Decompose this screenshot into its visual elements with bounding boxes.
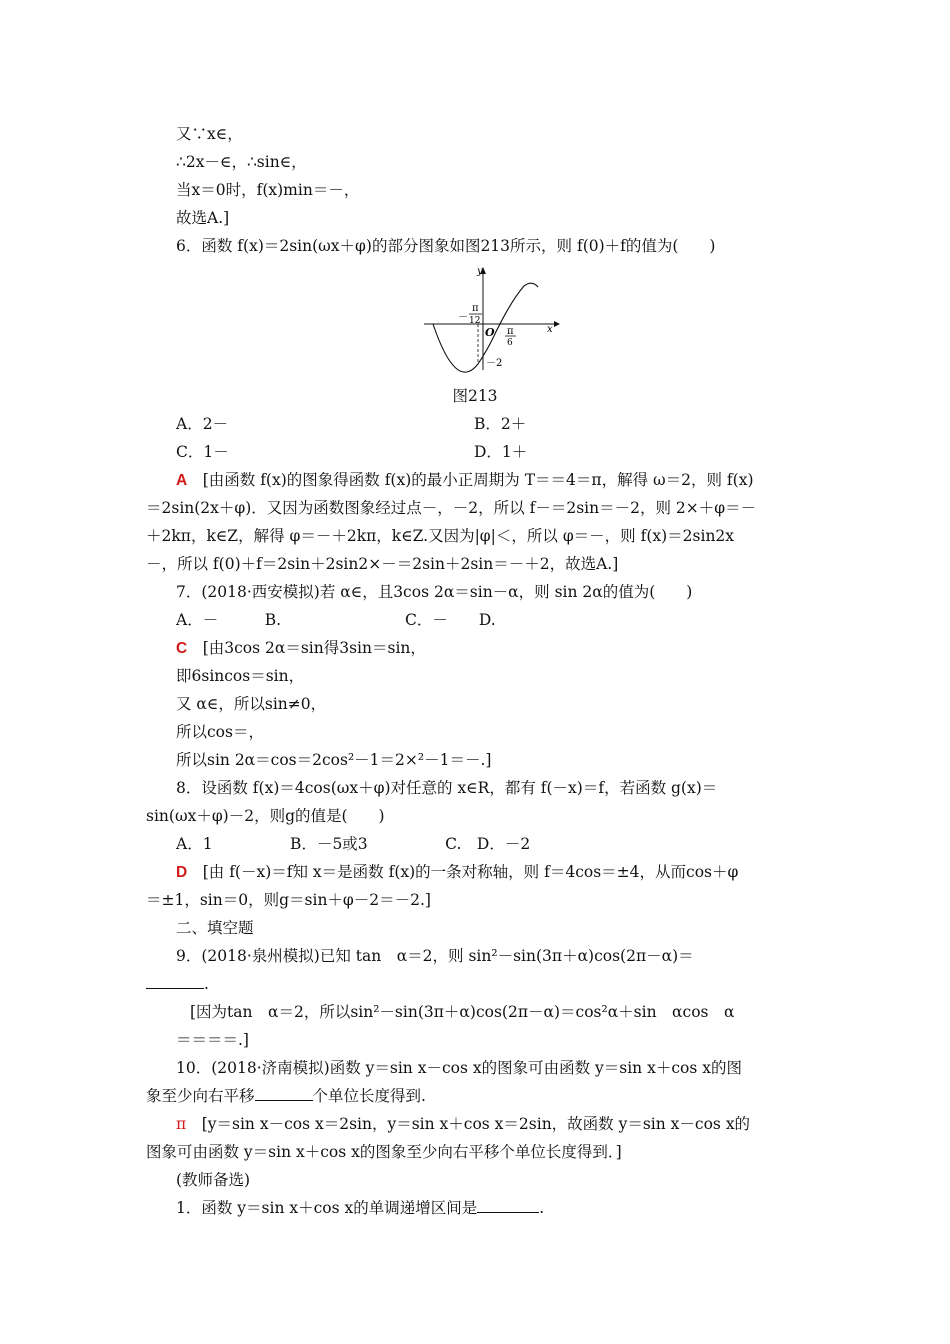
answer-line xyxy=(176,1114,750,1134)
question-10-stem: 10．(2018·济南模拟)函数 y＝sin x－cos x的图象可由函数 y＝sin x＋cos x的图 xyxy=(176,1059,742,1077)
text-line: 又∵x∈， xyxy=(176,125,243,143)
question-7-options: A．－ B. C．－ D. xyxy=(176,611,496,629)
minus-two-label: －2 xyxy=(486,358,503,369)
question-8-stem: 8．设函数 f(x)＝4cos(ωx＋φ)对任意的 x∈R，都有 f(－x)＝f，若函数 g(x)＝ xyxy=(176,779,718,797)
pi-6-num: π xyxy=(507,326,514,337)
y-label: y xyxy=(477,266,483,277)
stem-text: . xyxy=(539,1199,545,1217)
figure-213-graph xyxy=(420,262,565,374)
neg-pi-12-den: 12 xyxy=(469,316,481,326)
answer-line xyxy=(176,638,426,659)
question-8-options: A．1 B．－5或3 C. D．－2 xyxy=(176,835,531,853)
answer-text: [由3cos 2α＝sin得3sin＝sin， xyxy=(202,639,426,657)
pi-6-den: 6 xyxy=(507,338,513,348)
answer-line: ＝2sin(2x＋φ)．又因为函数图象经过点－，－2，所以 f－＝2sin＝－2，则 2×＋φ＝－ xyxy=(146,499,757,517)
answer-line: ＝＝＝＝.] xyxy=(176,1031,249,1049)
answer-text: [y＝sin x－cos x＝2sin，y＝sin x＋cos x＝2sin，故函数 y＝sin x－cos x的 xyxy=(201,1115,751,1133)
answer-letter: π xyxy=(176,1115,187,1133)
teacher-question-1 xyxy=(176,1198,544,1218)
answer-line: 又 α∈，所以sin≠0， xyxy=(176,695,327,713)
answer-line: [因为tan α＝2，所以sin²－sin(3π＋α)cos(2π－α)＝cos²α＋sin αcos α xyxy=(190,1003,735,1021)
answer-blank-line: . xyxy=(146,974,209,994)
stem-text: 1．函数 y＝sin x＋cos x的单调递增区间是 xyxy=(176,1199,478,1217)
answer-letter: D xyxy=(176,864,188,881)
answer-line: ＋2kπ，k∈Z，解得 φ＝－＋2kπ，k∈Z.又因为|φ|＜，所以 φ＝－，则 f(x)＝2sin2x xyxy=(146,527,735,545)
answer-blank xyxy=(255,1086,313,1101)
answer-letter: A xyxy=(176,472,188,489)
answer-line: 图象可由函数 y＝sin x＋cos x的图象至少向右平移个单位长度得到．] xyxy=(146,1143,622,1161)
origin-label: O xyxy=(485,326,495,339)
answer-text: [由 f(－x)＝f知 x＝是函数 f(x)的一条对称轴，则 f＝4cos＝±4，从而cos＋φ xyxy=(202,863,739,881)
answer-line xyxy=(176,862,738,883)
text-line: 故选A.] xyxy=(176,209,230,227)
text-line: 当x＝0时，f(x)min＝－， xyxy=(176,181,360,199)
option-b: B．2＋ xyxy=(474,415,527,433)
question-8-stem-cont: sin(ωx＋φ)－2，则g的值是( ) xyxy=(146,807,385,825)
section-heading: 二、填空题 xyxy=(176,919,254,937)
teacher-note: (教师备选) xyxy=(176,1171,251,1189)
answer-line: －，所以 f(0)＋f＝2sin＋2sin2×－＝2sin＋2sin＝－＋2，故选A.] xyxy=(146,555,619,573)
option-d: D．1＋ xyxy=(474,443,528,461)
answer-line xyxy=(176,470,754,491)
x-label: x xyxy=(547,324,553,335)
neg-sign: － xyxy=(458,312,468,323)
x-axis-arrow xyxy=(554,321,560,327)
option-a: A．2－ xyxy=(176,415,229,433)
question-7-stem: 7．(2018·西安模拟)若 α∈，且3cos 2α＝sin－α，则 sin 2α的值为( ) xyxy=(176,583,693,601)
text-line: ∴2x－∈，∴sin∈， xyxy=(176,153,307,171)
option-c: C．1－ xyxy=(176,443,229,461)
answer-letter: C xyxy=(176,640,188,657)
answer-line: ＝±1，sin＝0，则g＝sin＋φ－2＝－2.] xyxy=(146,891,431,909)
question-9-stem: 9．(2018·泉州模拟)已知 tan α＝2，则 sin²－sin(3π＋α)cos(2π－α)＝ xyxy=(176,947,694,965)
answer-blank xyxy=(146,974,204,989)
figure-caption: 图213 xyxy=(452,387,498,405)
stem-text: 个单位长度得到. xyxy=(312,1087,426,1105)
neg-pi-12-num: π xyxy=(472,303,479,314)
answer-line: 即6sincos＝sin， xyxy=(176,667,305,685)
answer-line: 所以cos＝， xyxy=(176,723,264,741)
question-10-stem-cont xyxy=(146,1086,426,1106)
answer-blank xyxy=(477,1198,539,1213)
answer-line: 所以sin 2α＝cos＝2cos²－1＝2×²－1＝－.] xyxy=(176,751,492,769)
question-6-stem: 6．函数 f(x)＝2sin(ωx＋φ)的部分图象如图213所示，则 f(0)＋f的值为( ) xyxy=(176,237,716,255)
answer-text: [由函数 f(x)的图象得函数 f(x)的最小正周期为 T＝＝4＝π，解得 ω＝2，则 f(x) xyxy=(202,471,754,489)
stem-text: 象至少向右平移 xyxy=(146,1087,255,1105)
